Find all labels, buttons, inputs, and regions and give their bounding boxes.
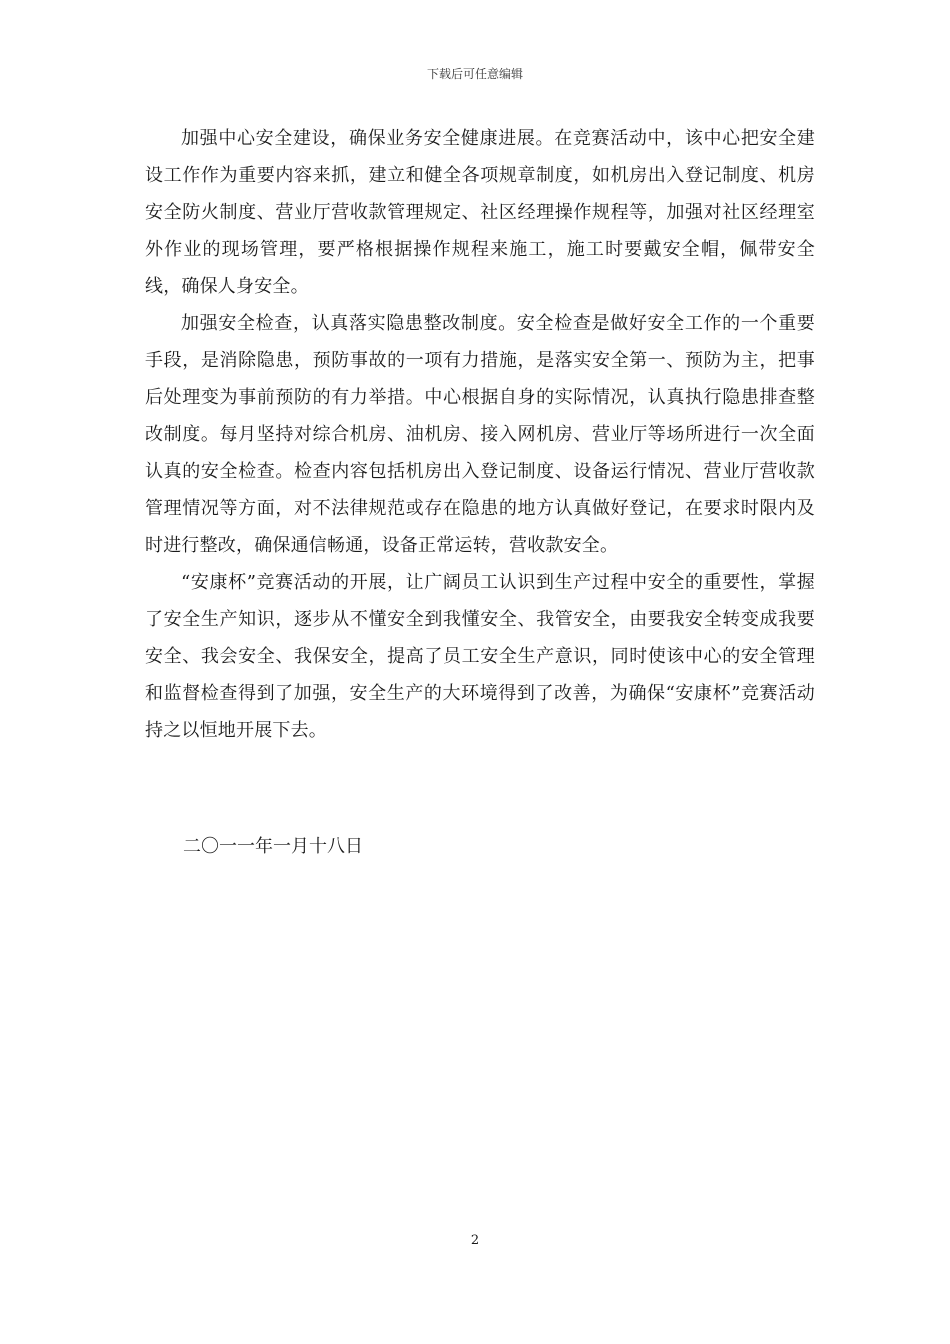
document-body <box>145 120 815 749</box>
page-header: 下载后可任意编辑 <box>426 67 523 81</box>
paragraph-ankang-cup: “安康杯”竞赛活动的开展，让广阔员工认识到生产过程中安全的重要性，掌握了安全生产知识，逐步从不懂安全到我懂安全、我管安全，由要我安全转变成我要安全、我会安全、我保安全，提高了员工安全生产意识，同时使该中心的安全管理和监督检查得到了加强，安全生产的大环境得到了改善，为确保“安康杯”竞赛活动持之以恒地开展下去。 <box>145 572 815 741</box>
paragraph-safety-construction: 加强中心安全建设，确保业务安全健康进展。在竞赛活动中，该中心把安全建设工作作为重要内容来抓，建立和健全各项规章制度，如机房出入登记制度、机房安全防火制度、营业厅营收款管理规定、社区经理操作规程等，加强对社区经理室外作业的现场管理，要严格根据操作规程来施工，施工时要戴安全帽，佩带安全线，确保人身安全。 <box>145 128 815 297</box>
document-date: 二〇一一年一月十八日 <box>183 836 363 857</box>
paragraph-safety-inspection: 加强安全检查，认真落实隐患整改制度。安全检查是做好安全工作的一个重要手段，是消除隐患，预防事故的一项有力措施，是落实安全第一、预防为主，把事后处理变为事前预防的有力举措。中心根据自身的实际情况，认真执行隐患排查整改制度。每月坚持对综合机房、油机房、接入网机房、营业厅等场所进行一次全面认真的安全检查。检查内容包括机房出入登记制度、设备运行情况、营业厅营收款管理情况等方面，对不法律规范或存在隐患的地方认真做好登记，在要求时限内及时进行整改，确保通信畅通，设备正常运转，营收款安全。 <box>145 313 815 556</box>
page-number: 2 <box>470 1233 480 1248</box>
